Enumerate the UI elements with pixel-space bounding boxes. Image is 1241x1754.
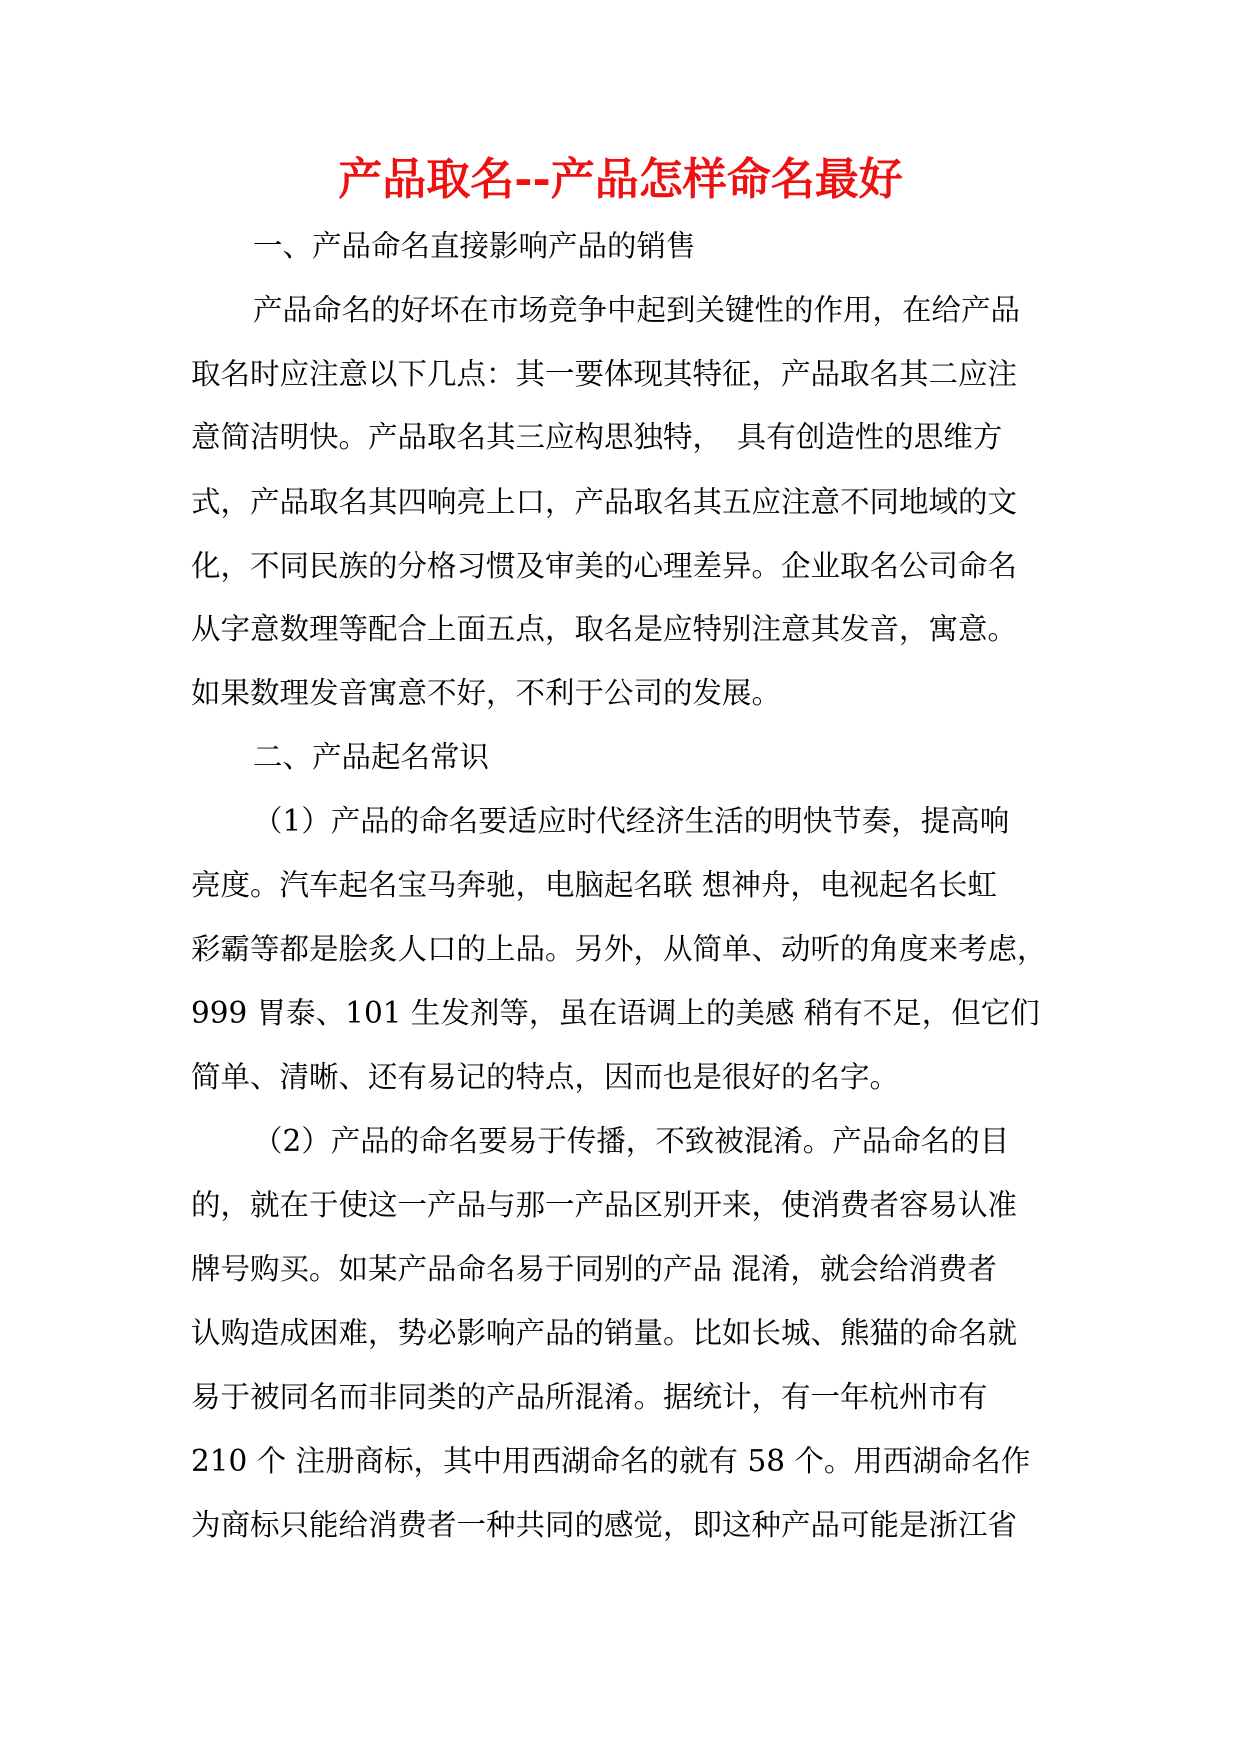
paragraph-line: 彩霸等都是脍炙人口的上品。另外，从简单、动听的角度来考虑， [191, 932, 1047, 966]
paragraph-line: 999 胃泰、101 生发剂等，虽在语调上的美感 稍有不足，但它们 [191, 996, 1040, 1030]
paragraph-line: 取名时应注意以下几点：其一要体现其特征，产品取名其二应注 [191, 357, 1018, 391]
heading-section-1: 一、产品命名直接影响产品的销售 [253, 229, 696, 263]
paragraph-line: 式，产品取名其四响亮上口，产品取名其五应注意不同地域的文 [191, 485, 1018, 519]
paragraph-line: 化，不同民族的分格习惯及审美的心理差异。企业取名公司命名 [191, 549, 1018, 583]
paragraph-line: 认购造成困难，势必影响产品的销量。比如长城、熊猫的命名就 [191, 1316, 1018, 1350]
paragraph-line: 牌号购买。如某产品命名易于同别的产品 混淆，就会给消费者 [191, 1252, 997, 1286]
document-title: 产品取名--产品怎样命名最好 [338, 154, 903, 205]
paragraph-line: 简单、清晰、还有易记的特点，因而也是很好的名字。 [191, 1060, 900, 1094]
paragraph-line: 为商标只能给消费者一种共同的感觉，即这种产品可能是浙江省 [191, 1508, 1018, 1542]
paragraph-line: 如果数理发音寓意不好，不利于公司的发展。 [191, 676, 782, 710]
paragraph-line: 易于被同名而非同类的产品所混淆。据统计，有一年杭州市有 [191, 1380, 988, 1414]
paragraph-line: （1）产品的命名要适应时代经济生活的明快节奏，提高响 [253, 804, 1010, 838]
heading-section-2: 二、产品起名常识 [253, 740, 490, 774]
paragraph-line: 的，就在于使这一产品与那一产品区别开来，使消费者容易认准 [191, 1188, 1018, 1222]
paragraph-line: 从字意数理等配合上面五点，取名是应特别注意其发音，寓意。 [191, 612, 1018, 646]
paragraph-line: 亮度。汽车起名宝马奔驰，电脑起名联 想神舟，电视起名长虹 [191, 868, 997, 902]
paragraph-line: （2）产品的命名要易于传播，不致被混淆。产品命名的目 [253, 1124, 1010, 1158]
paragraph-line: 意简洁明快。产品取名其三应构思独特， 具有创造性的思维方 [191, 420, 1003, 454]
paragraph-line: 产品命名的好坏在市场竞争中起到关键性的作用，在给产品 [253, 293, 1021, 327]
paragraph-line: 210 个 注册商标，其中用西湖命名的就有 58 个。用西湖命名作 [191, 1444, 1031, 1478]
